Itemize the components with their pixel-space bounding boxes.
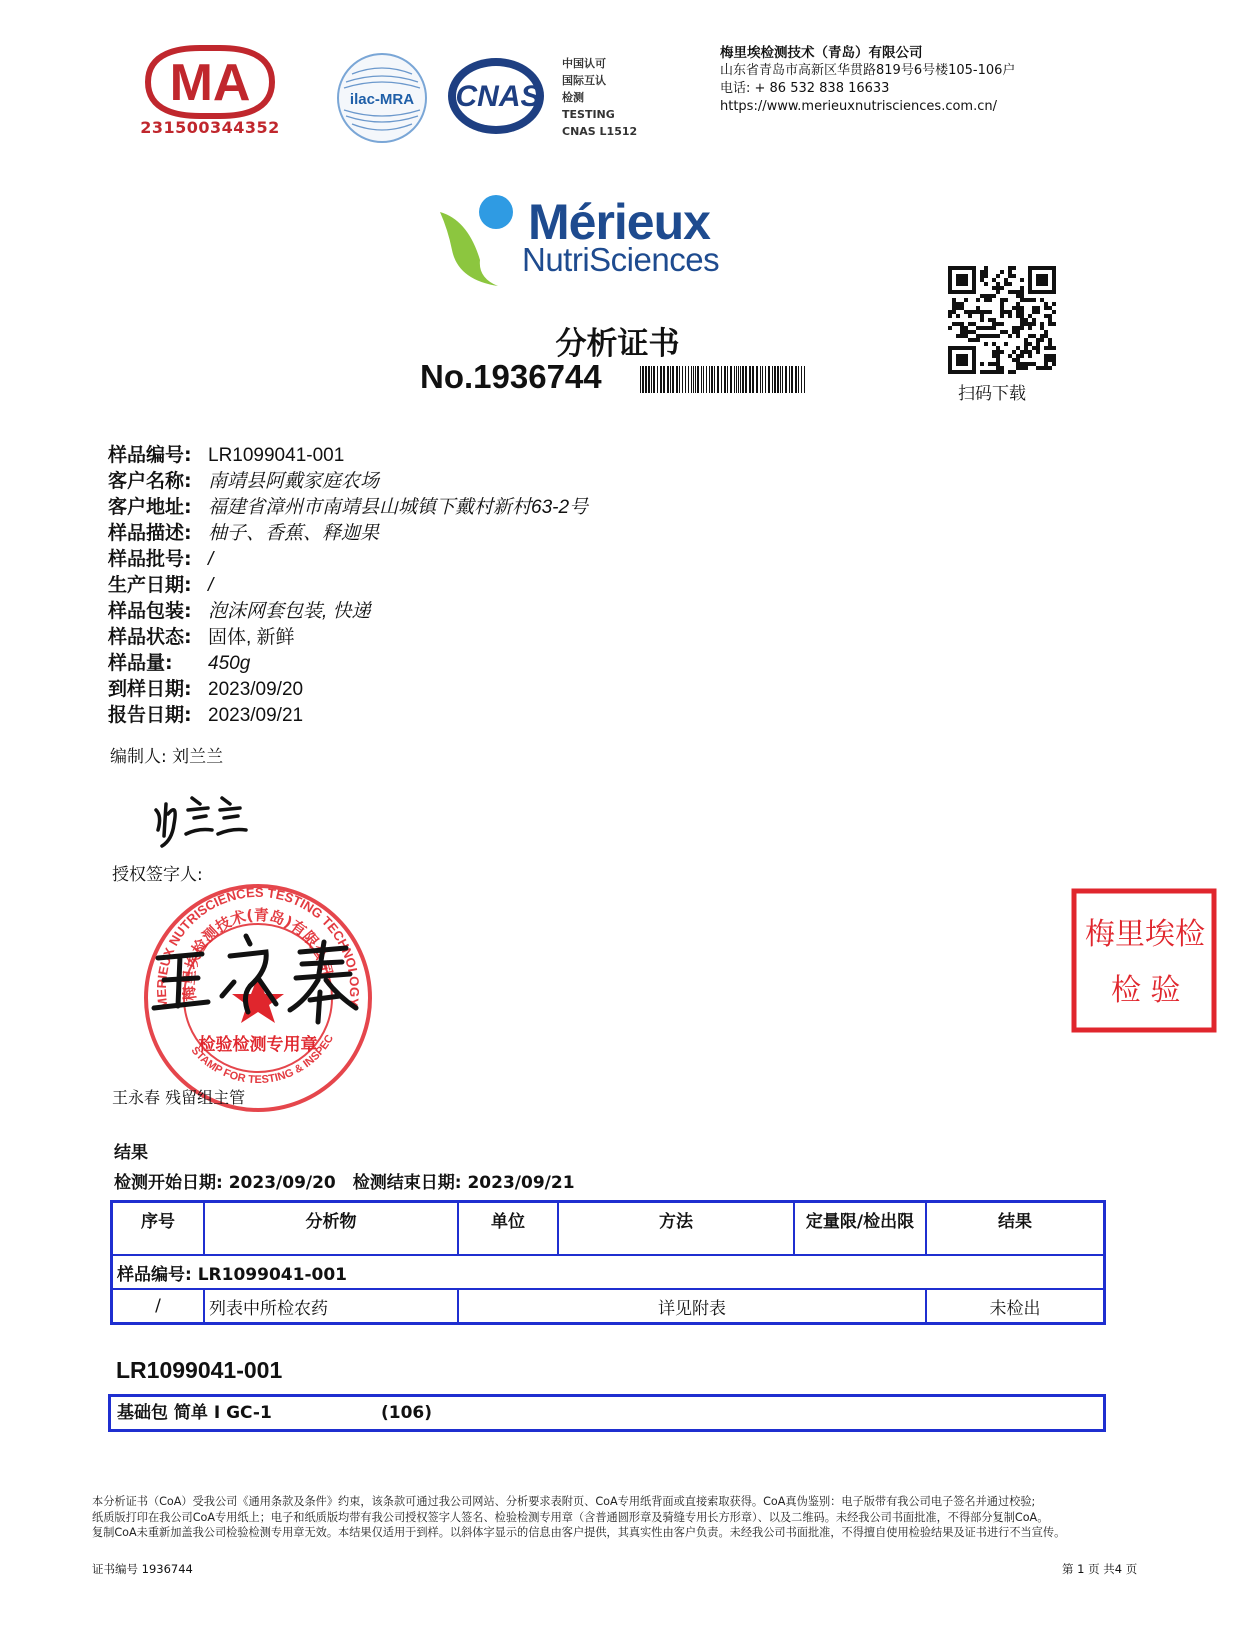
cnas-logo	[446, 56, 556, 136]
info-row	[108, 546, 588, 572]
info-label: 生产日期:	[108, 574, 192, 596]
info-row	[108, 598, 588, 624]
info-value: 2023/09/20	[208, 679, 304, 700]
info-row	[108, 676, 588, 702]
results-table	[110, 1200, 1106, 1325]
editor-line: 编制人: 刘兰兰	[110, 747, 224, 767]
cnas-side-text	[562, 55, 637, 140]
lr-code: LR1099041-001	[116, 1357, 283, 1383]
page-title: 分析证书	[555, 326, 680, 362]
info-value: /	[208, 549, 214, 570]
info-value: 柚子、香蕉、释迦果	[208, 523, 380, 544]
info-row	[108, 494, 588, 520]
info-value: 2023/09/21	[208, 705, 304, 726]
info-row	[108, 520, 588, 546]
company-address: 山东省青岛市高新区华贯路819号6号楼105-106户	[720, 63, 1016, 78]
cnas-line: 国际互认	[562, 74, 606, 87]
cnas-line: 检测	[562, 91, 584, 104]
info-label: 样品编号:	[108, 444, 192, 466]
seam-stamp-line2: 检 验	[1111, 973, 1181, 1008]
info-label: 样品量:	[108, 652, 173, 674]
info-row	[108, 650, 588, 676]
ilac-text: ilac-MRA	[349, 91, 415, 108]
qr-label: 扫码下载	[958, 384, 1026, 404]
info-row	[108, 624, 588, 650]
editor-signature	[148, 780, 258, 850]
stamp-center-text: 检验检测专用章	[198, 1035, 318, 1055]
package-box	[108, 1394, 1106, 1432]
col-header: 分析物	[204, 1202, 458, 1256]
footer-line: 纸质版打印在我公司CoA专用纸上；电子和纸质版均带有我公司授权签字人签名、检验检测专用章（含普通圆形章及骑缝专用长方形章）、以及二维码。未经我公司书面批准，不得部分复制CoA。	[92, 1510, 1049, 1524]
info-value: 固体, 新鲜	[208, 627, 295, 648]
info-label: 客户名称:	[108, 470, 192, 492]
company-info	[720, 44, 1015, 116]
stamp-bottom-text: STAMP FOR TESTING & INSPEC	[188, 1032, 337, 1087]
sample-row-label: 样品编号: LR1099041-001	[112, 1255, 1105, 1289]
certificate-number: No.1936744	[420, 358, 602, 395]
info-row	[108, 572, 588, 598]
footer-cert-number: 证书编号 1936744	[92, 1562, 193, 1576]
logo-text-merieux: Mérieux	[528, 194, 710, 250]
barcode	[640, 366, 805, 393]
table-row	[112, 1289, 1105, 1324]
info-value: 泡沫网套包装, 快递	[208, 601, 371, 622]
footer-terms	[92, 1494, 1132, 1541]
info-row	[108, 442, 588, 468]
cell-analyte: 列表中所检农药	[204, 1289, 458, 1324]
info-label: 客户地址:	[108, 496, 192, 518]
col-header: 单位	[458, 1202, 558, 1256]
col-header: 方法	[558, 1202, 794, 1256]
info-label: 样品状态:	[108, 626, 192, 648]
cnas-line: TESTING	[562, 108, 615, 121]
test-dates: 检测开始日期: 2023/09/20 检测结束日期: 2023/09/21	[114, 1173, 575, 1193]
authorizer-label: 授权签字人:	[112, 865, 203, 885]
stamp-inner-text: 梅里埃检测技术(青岛)有限公司	[179, 905, 336, 1003]
table-header-row	[112, 1202, 1105, 1256]
authorizer-signature	[150, 930, 380, 1030]
sample-info	[108, 442, 588, 728]
info-label: 样品描述:	[108, 522, 192, 544]
results-title: 结果	[114, 1143, 148, 1163]
cnas-line: 中国认可	[562, 57, 606, 70]
footer-line: 本分析证书（CoA）受我公司《通用条款及条件》约束，该条款可通过我公司网站、分析要求表附页、CoA专用纸背面或直接索取获得。CoA真伪鉴别：电子版带有我公司电子签名并通过校验;	[92, 1495, 1036, 1508]
cell-method: 详见附表	[458, 1289, 926, 1324]
signer-name: 王永春 残留组主管	[112, 1088, 246, 1107]
info-row	[108, 468, 588, 494]
info-value: 福建省漳州市南靖县山城镇下戴村新村63-2号	[208, 497, 589, 518]
company-name: 梅里埃检测技术（青岛）有限公司	[720, 45, 923, 61]
cma-letters: MA	[169, 54, 251, 112]
info-value: 南靖县阿戴家庭农场	[208, 471, 380, 492]
info-value: LR1099041-001	[208, 445, 345, 466]
stamp-outer-text: MERIEUX NUTRISCIENCES TESTING TECHNOLOGY	[153, 884, 363, 1010]
col-header: 序号	[112, 1202, 205, 1256]
package-name: 基础包 简单 I GC-1	[117, 1403, 272, 1423]
info-row	[108, 702, 588, 728]
col-header: 结果	[926, 1202, 1105, 1256]
footer-line: 复制CoA未重新加盖我公司检验检测专用章无效。本结果仅适用于到样。以斜体字显示的信息由客户提供，其真实性由客户负责。未经我公司书面批准，不得擅自使用检验结果及证书进行不当宣传。	[92, 1526, 1066, 1539]
company-phone: 电话: + 86 532 838 16633	[720, 81, 890, 96]
info-value: /	[208, 575, 214, 596]
cma-number: 231500344352	[140, 118, 280, 137]
info-label: 到样日期:	[108, 678, 192, 700]
info-label: 样品包装:	[108, 600, 192, 622]
cnas-text: CNAS	[455, 80, 541, 113]
info-label: 报告日期:	[108, 704, 192, 726]
company-url: https://www.merieuxnutrisciences.com.cn/	[720, 99, 997, 114]
ilac-mra-logo	[336, 52, 428, 144]
col-header: 定量限/检出限	[794, 1202, 926, 1256]
info-label: 样品批号:	[108, 548, 192, 570]
page-number: 第 1 页 共4 页	[1062, 1562, 1138, 1576]
cell-no: /	[112, 1289, 205, 1324]
sample-row	[112, 1255, 1105, 1289]
info-value: 450g	[208, 653, 251, 674]
cell-result: 未检出	[926, 1289, 1105, 1324]
package-count: (106)	[381, 1403, 433, 1423]
seam-stamp	[1071, 888, 1205, 1033]
logo-text-nutrisciences: NutriSciences	[522, 241, 720, 278]
seam-stamp-line1: 梅里埃检	[1085, 917, 1205, 952]
cnas-line: CNAS L1512	[562, 125, 638, 138]
